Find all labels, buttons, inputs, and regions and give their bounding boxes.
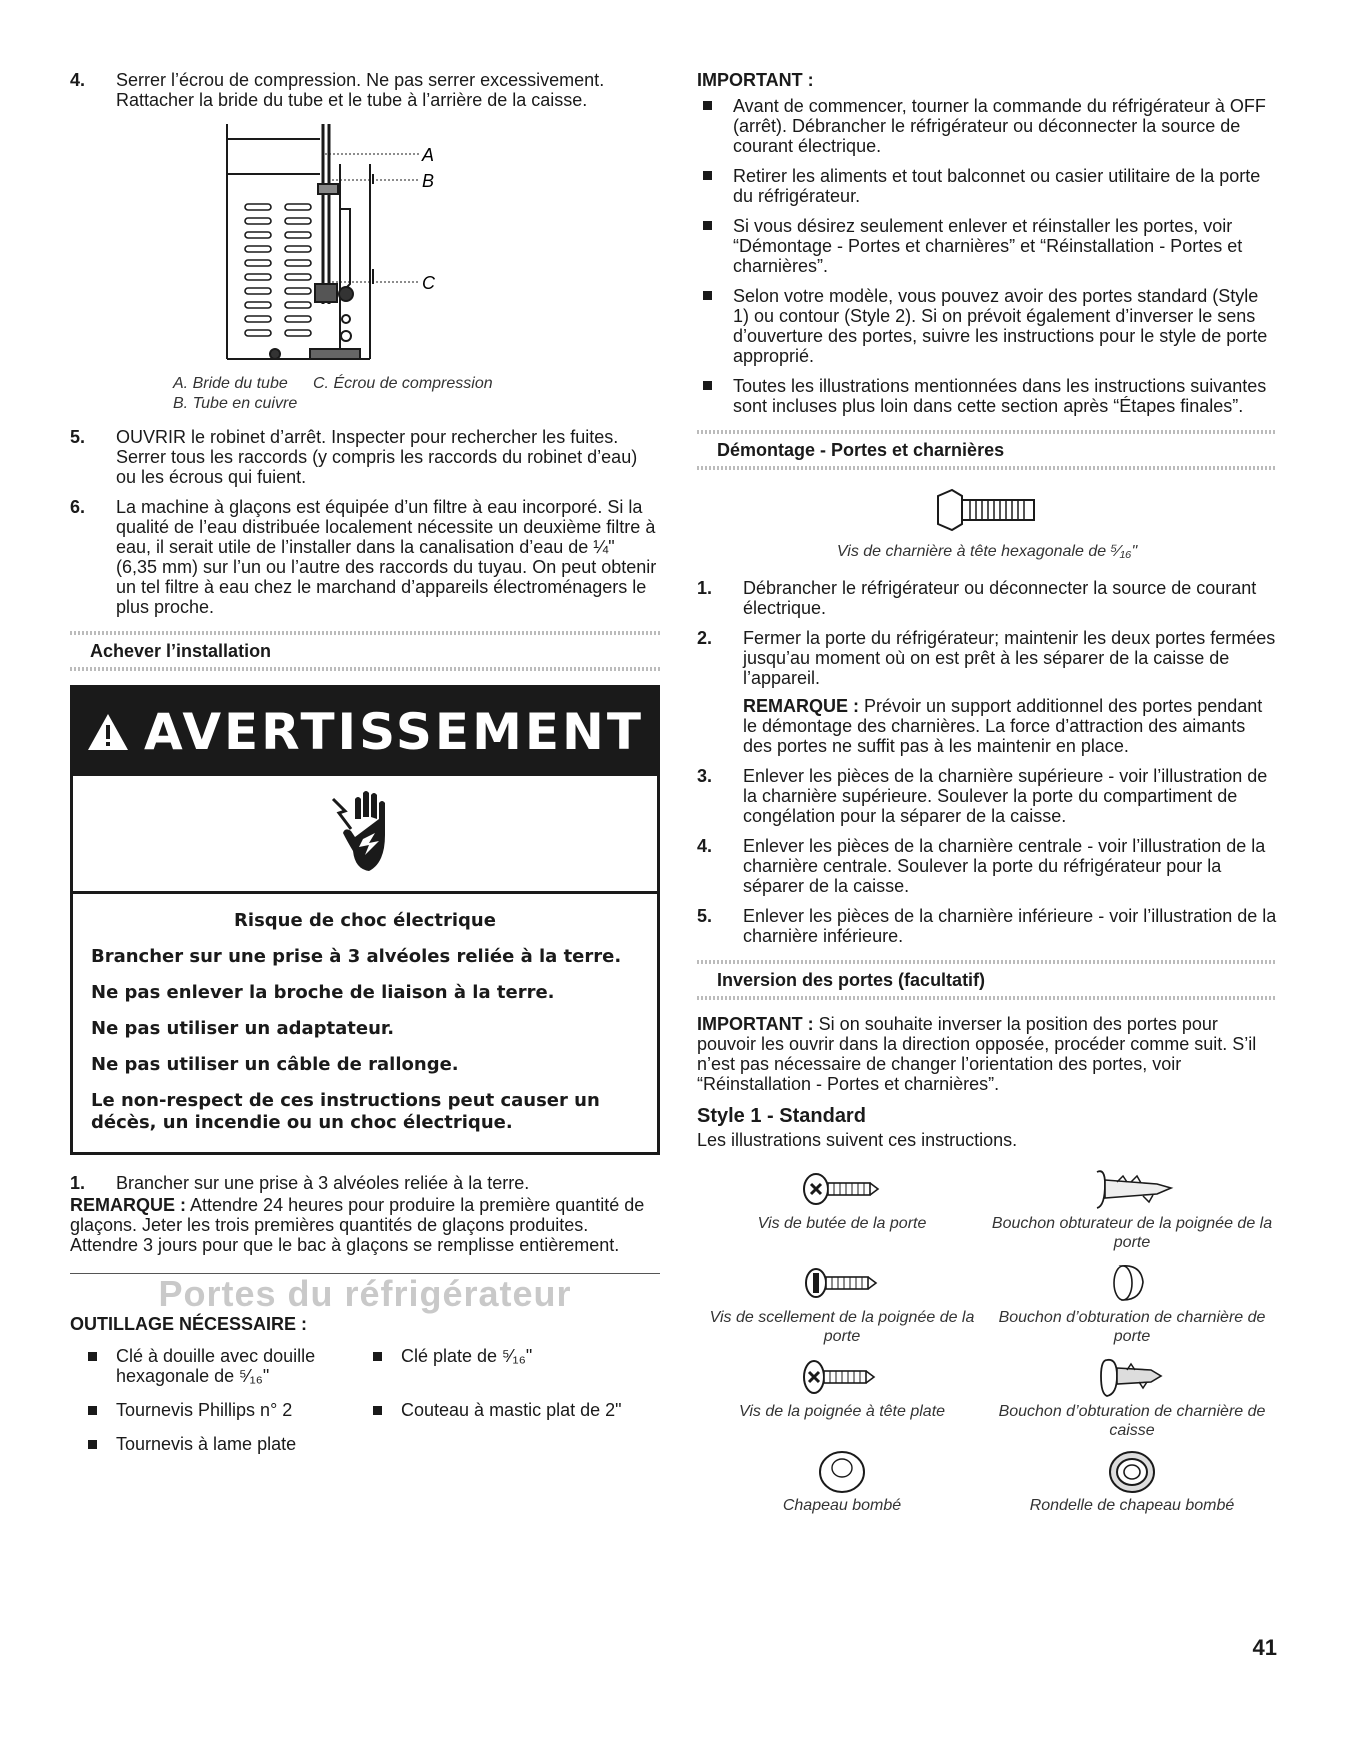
dome-cap-washer-icon — [1102, 1446, 1162, 1496]
part-cabinet-hinge-plug: Bouchon d’obturation de charnière de caisse — [987, 1352, 1277, 1440]
part-dome-cap-washer: Rondelle de chapeau bombé — [987, 1446, 1277, 1515]
warning-line-3: Ne pas utiliser un adaptateur. — [91, 1018, 395, 1039]
handle-seal-screw-icon — [802, 1265, 882, 1301]
caption-b: B. Tube en cuivre — [173, 395, 298, 412]
chapter-title: Portes du réfrigérateur — [158, 1273, 572, 1314]
hinge-screw-caption: Vis de charnière à tête hexagonale de ⁵⁄₁₆" — [836, 543, 1138, 560]
demontage-steps — [697, 578, 1277, 946]
step-1-text: Brancher sur une prise à 3 alvéoles reliée à la terre. — [116, 1173, 530, 1193]
step-5: 5. OUVRIR le robinet d’arrêt. Inspecter pour rechercher les fuites. Serrer tous les raccords (y compris les raccords du robinet d’eau) ou les écrous qui fuient. — [70, 427, 638, 487]
part-handle-plug: Bouchon obturateur de la poignée de la porte — [987, 1164, 1277, 1252]
tool-item: Tournevis Phillips n° 2 — [70, 1400, 355, 1420]
compression-nut-diagram — [70, 124, 660, 412]
important-item: Si vous désirez seulement enlever et réinstaller les portes, voir “Démontage - Portes et charnières” et “Réinstallation - Portes et charnières”. — [697, 216, 1277, 276]
part-dome-cap: Chapeau bombé — [697, 1446, 987, 1515]
left-column — [70, 70, 660, 1468]
cabinet-hinge-plug-icon — [1097, 1354, 1167, 1400]
warning-risk: Risque de choc électrique — [234, 910, 496, 931]
electric-shock-hand-icon — [325, 789, 405, 879]
remarque-text: Attendre 24 heures pour produire la première quantité de glaçons. Jeter les trois premières quantités de glaçons produites. Attendre 3 jours pour que le bac à glaçons se remplisse entièrement. — [70, 1195, 645, 1255]
warning-box — [70, 685, 660, 1155]
hex-screw-icon — [932, 488, 1042, 532]
warning-line-5: Le non-respect de ces instructions peut causer un décès, un incendie ou un choc électrique. — [91, 1090, 600, 1133]
step-4: 4. Serrer l’écrou de compression. Ne pas serrer excessivement. Rattacher la bride du tube et le tube à l’arrière de la caisse. — [70, 70, 605, 110]
demontage-step-3: 3. Enlever les pièces de la charnière supérieure - voir l’illustration de la charnière supérieure. Soulever la porte du compartiment de congélation pour la séparer de la caisse. — [697, 766, 1268, 826]
install-steps-bottom — [70, 427, 660, 617]
door-stop-screw-icon — [802, 1171, 882, 1207]
tools-title: OUTILLAGE NÉCESSAIRE : — [70, 1314, 308, 1334]
tool-item: Clé plate de ⁵⁄₁₆" — [355, 1346, 640, 1386]
step-6-text: La machine à glaçons est équipée d’un filtre à eau incorporé. Si la qualité de l’eau distribuée localement nécessite un deuxième filtre à eau, il serait utile de l’installer dans la canalisation d’eau de ¼" (6,35 mm) sur l’un ou l’autre des raccords du tuyau. On peut obtenir un tel filtre à eau chez le marchand d’appareils électroménagers le plus proche. — [116, 497, 657, 617]
install-steps-top — [70, 70, 660, 110]
demontage-remarque: REMARQUE : Prévoir un support additionnel des portes pendant le démontage des charnières. La force d’attraction des aimants des portes ne suffit pas à les maintenir en place. — [743, 696, 1263, 756]
important-list — [697, 96, 1277, 416]
door-hinge-plug-icon — [1107, 1260, 1157, 1306]
caption-c: C. Écrou de compression — [313, 375, 493, 392]
final-steps — [70, 1173, 660, 1193]
tool-item: Tournevis à lame plate — [70, 1434, 355, 1454]
tools-list — [70, 1346, 660, 1468]
warning-body — [73, 894, 657, 1152]
important-item: Retirer les aliments et tout balconnet ou casier utilitaire de la porte du réfrigérateur. — [697, 166, 1277, 206]
warning-triangle-icon — [86, 712, 130, 752]
label-b: B — [422, 171, 435, 191]
part-door-stop-screw: Vis de butée de la porte — [697, 1164, 987, 1252]
demontage-step-4: 4. Enlever les pièces de la charnière centrale - voir l’illustration de la charnière centrale. Soulever la porte du réfrigérateur pour la séparer de la caisse. — [697, 836, 1266, 896]
warning-line-4: Ne pas utiliser un câble de rallonge. — [91, 1054, 459, 1075]
warning-line-2: Ne pas enlever la broche de liaison à la terre. — [91, 982, 555, 1003]
section-achever: Achever l’installation — [70, 631, 660, 671]
page-number: 41 — [1252, 1635, 1277, 1660]
demontage-step-1: 1. Débrancher le réfrigérateur ou déconnecter la source de courant électrique. — [697, 578, 1257, 618]
step-4-text: Serrer l’écrou de compression. Ne pas serrer excessivement. Rattacher la bride du tube et le tube à l’arrière de la caisse. — [116, 70, 605, 110]
warning-line-1: Brancher sur une prise à 3 alvéoles reliée à la terre. — [91, 946, 622, 967]
part-door-hinge-plug: Bouchon d’obturation de charnière de porte — [987, 1258, 1277, 1346]
label-c: C — [422, 273, 435, 293]
important-item: Avant de commencer, tourner la commande du réfrigérateur à OFF (arrêt). Débrancher le réfrigérateur ou déconnecter la source de courant électrique. — [697, 96, 1277, 156]
step-1-plug: 1. Brancher sur une prise à 3 alvéoles reliée à la terre. — [70, 1173, 530, 1193]
important-item: Toutes les illustrations mentionnées dans les instructions suivantes sont incluses plus loin dans cette section après “Étapes finales”. — [697, 376, 1277, 416]
section-inversion: Inversion des portes (facultatif) — [697, 960, 1277, 1000]
shock-icon-row — [73, 776, 657, 894]
demontage-step-5: 5. Enlever les pièces de la charnière inférieure - voir l’illustration de la charnière inférieure. — [697, 906, 1277, 946]
step-5-text: OUVRIR le robinet d’arrêt. Inspecter pour rechercher les fuites. Serrer tous les raccords (y compris les raccords du robinet d’eau) ou les écrous qui fuient. — [116, 427, 638, 487]
tool-item: Couteau à mastic plat de 2" — [355, 1400, 640, 1420]
part-flat-head-screw: Vis de la poignée à tête plate — [697, 1352, 987, 1440]
remarque-paragraph — [70, 1195, 660, 1255]
important-title: IMPORTANT : — [697, 70, 814, 90]
flat-head-screw-icon — [802, 1357, 882, 1397]
label-a: A — [422, 145, 435, 165]
handle-plug-icon — [1087, 1166, 1177, 1212]
style-title: Style 1 - Standard — [697, 1105, 866, 1127]
step-6: 6. La machine à glaçons est équipée d’un filtre à eau incorporé. Si la qualité de l’eau distribuée localement nécessite un deuxième filtre à eau, il serait utile de l’installer dans la canalisation d’eau de ¼" (6,35 mm) sur l’un ou l’autre des raccords du tuyau. On peut obtenir un tel filtre à eau chez le marchand d’appareils électroménagers le plus proche. — [70, 497, 657, 617]
parts-grid — [697, 1164, 1277, 1515]
remarque-label: REMARQUE : — [70, 1195, 186, 1215]
dome-cap-icon — [812, 1446, 872, 1496]
inversion-important: IMPORTANT : Si on souhaite inverser la position des portes pour pouvoir les ouvrir dans la direction opposée, procéder comme suit. S’il n’est pas nécessaire de changer l’orientation des portes, voir “Réinstallation - Portes et charnières”. — [697, 1014, 1257, 1094]
section-demontage: Démontage - Portes et charnières — [697, 430, 1277, 470]
warning-title: AVERTISSEMENT — [144, 703, 644, 761]
tool-item: Clé à douille avec douille hexagonale de ⁵⁄₁₆" — [70, 1346, 355, 1386]
part-handle-seal-screw: Vis de scellement de la poignée de la porte — [697, 1258, 987, 1346]
demontage-step-2: 2. Fermer la porte du réfrigérateur; maintenir les deux portes fermées jusqu’au moment où on est prêt à les séparer de la caisse de l’appareil. REMARQUE : Prévoir un support additionnel des portes pendant le démontage des charnières. La force d’attraction des aimants des portes ne suffit pas à les maintenir en place. — [697, 628, 1276, 756]
warning-header — [73, 688, 657, 776]
important-item: Selon votre modèle, vous pouvez avoir des portes standard (Style 1) ou contour (Style 2). Si on prévoit également d’inverser le sens d’ouverture des portes, suivre les instructions pour le style de porte approprié. — [697, 286, 1277, 366]
right-column — [697, 70, 1277, 1515]
style-text: Les illustrations suivent ces instructions. — [697, 1130, 1018, 1150]
caption-a: A. Bride du tube — [173, 375, 288, 392]
hinge-screw-figure — [697, 488, 1277, 562]
tube-clamp-illustration — [70, 124, 660, 374]
